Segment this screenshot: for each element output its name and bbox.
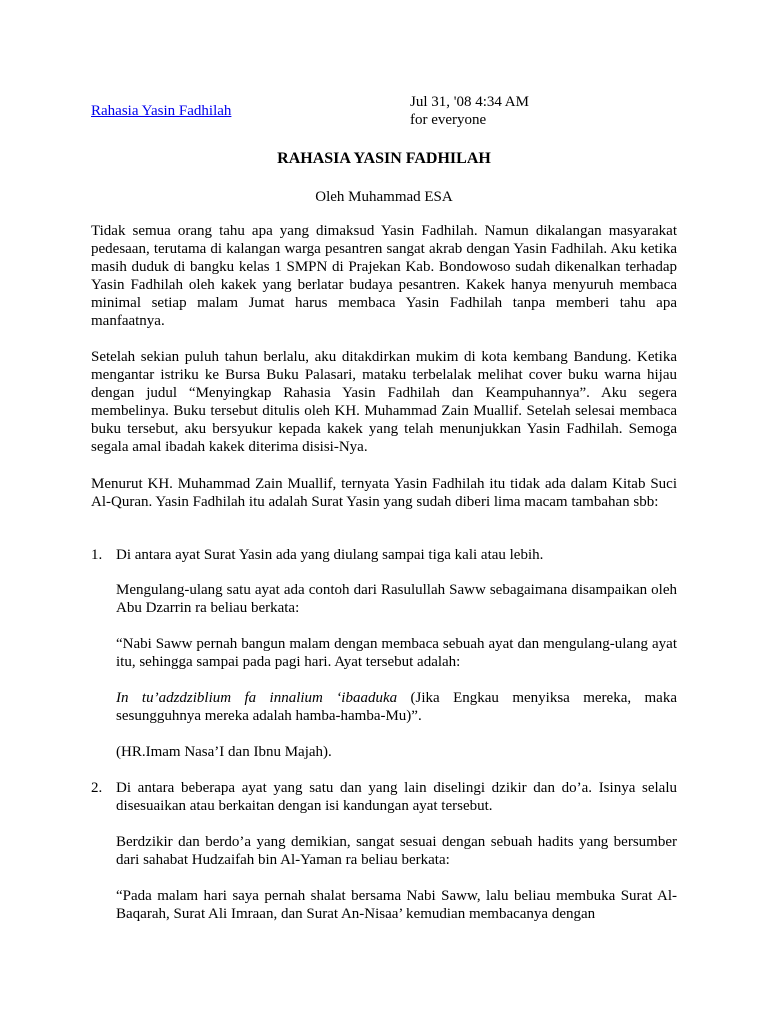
paragraph: Tidak semua orang tahu apa yang dimaksud Yasin Fadhilah. Namun dikalangan masyarakat pedesaan, terutama di kalangan warga pesantren sangat akrab dengan Yasin Fadhilah. Aku ketika masih duduk di bangku kelas 1 SMPN di Prajekan Kab. Bondowoso sudah dikenalkan terhadap Yasin Fadhilah oleh kakek yang berlatar budaya pesantren. Kakek hanya menyuruh membaca minimal setiap malam Jumat harus membaca Yasin Fadhilah tanpa memberi tahu apa manfaatnya.	[91, 223, 677, 329]
verse-translation: (Jika Engkau menyiksa mereka, maka sesungguhnya mereka adalah hamba-hamba-Mu)”.	[116, 690, 677, 724]
post-date: Jul 31, '08 4:34 AM	[410, 94, 529, 110]
quote-paragraph: “Nabi Saww pernah bangun malam dengan membaca sebuah ayat dan mengulang-ulang ayat itu, sehingga sampai pada pagi hari. Ayat tersebut adalah:	[116, 636, 677, 670]
post-audience: for everyone	[410, 112, 487, 128]
citation: (HR.Imam Nasa’I dan Ibnu Majah).	[116, 744, 332, 760]
sub-paragraph: Mengulang-ulang satu ayat ada contoh dari Rasulullah Saww sebagaimana disampaikan oleh Abu Dzarrin ra beliau berkata:	[116, 582, 677, 616]
paragraph: Menurut KH. Muhammad Zain Muallif, ternyata Yasin Fadhilah itu tidak ada dalam Kitab Suci Al-Quran. Yasin Fadhilah itu adalah Surat Yasin yang sudah diberi lima macam tambahan sbb:	[91, 476, 677, 510]
quote-paragraph: “Pada malam hari saya pernah shalat bersama Nabi Saww, lalu beliau membuka Surat Al-Baqarah, Surat Ali Imraan, dan Surat An-Nisaa’ kemudian membacanya dengan	[116, 888, 677, 922]
list-item-text: Di antara ayat Surat Yasin ada yang diulang sampai tiga kali atau lebih.	[116, 547, 544, 563]
article-link[interactable]: Rahasia Yasin Fadhilah	[91, 103, 232, 119]
article-author: Oleh Muhammad ESA	[315, 189, 453, 205]
article-title: RAHASIA YASIN FADHILAH	[277, 150, 491, 167]
verse-transliteration: In tu’adzdziblium fa innalium ‘ibaaduka	[116, 690, 398, 706]
post-meta	[410, 93, 529, 129]
paragraph: Setelah sekian puluh tahun berlalu, aku ditakdirkan mukim di kota kembang Bandung. Ketika mengantar istriku ke Bursa Buku Palasari, mataku terbelalak melihat cover buku warna hijau dengan judul “Menyingkap Rahasia Yasin Fadhilah dan Keampuhannya”. Aku segera membelinya. Buku tersebut ditulis oleh KH. Muhammad Zain Muallif. Setelah selesai membaca buku tersebut, aku bersyukur kepada kakek yang telah menunjukkan Yasin Fadhilah. Semoga segala amal ibadah kakek diterima disisi-Nya.	[91, 349, 677, 455]
list-item-number: 1.	[91, 547, 103, 563]
list-item-text: Di antara beberapa ayat yang satu dan yang lain diselingi dzikir dan do’a. Isinya selalu disesuaikan atau berkaitan dengan isi kandungan ayat tersebut.	[116, 780, 677, 814]
sub-paragraph: Berdzikir dan berdo’a yang demikian, sangat sesuai dengan sebuah hadits yang bersumber dari sahabat Hudzaifah bin Al-Yaman ra beliau berkata:	[116, 834, 677, 868]
list-item-number: 2.	[91, 780, 103, 796]
verse-paragraph	[116, 689, 677, 725]
